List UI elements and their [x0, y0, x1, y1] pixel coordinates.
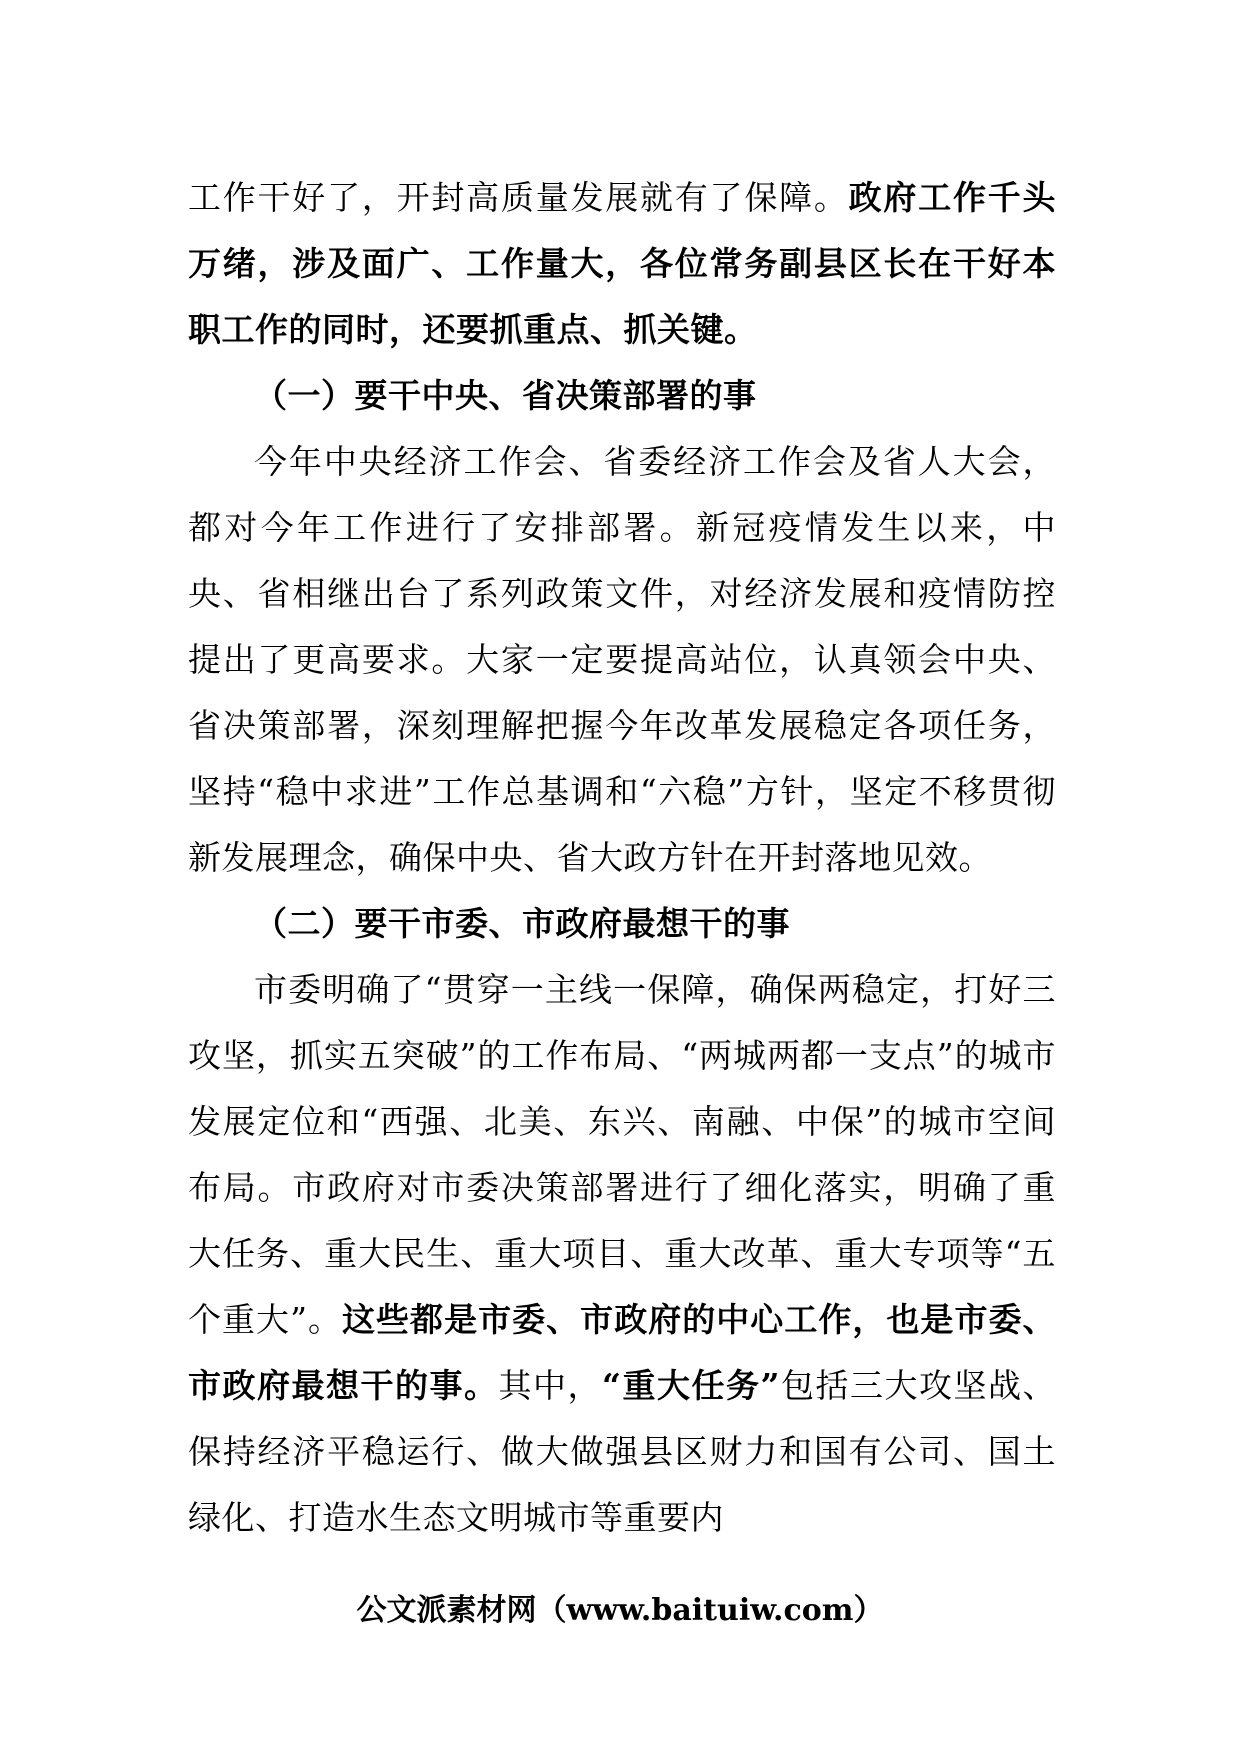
section-heading-1: （一）要干中央、省决策部署的事: [254, 376, 757, 415]
section-heading-2: （二）要干市委、市政府最想干的事: [254, 904, 790, 943]
paragraph-bold-text: “重大任务”: [602, 1366, 781, 1405]
paragraph-text: 其中，: [498, 1366, 603, 1405]
paragraph-central-deployment: 今年中央经济工作会、省委经济工作会及省人大会，都对今年工作进行了安排部署。新冠疫情发生以来，中央、省相继出台了系列政策文件，对经济发展和疫情防控提出了更高要求。大家一定要提高站位，认真领会中央、省决策部署，深刻理解把握今年改革发展稳定各项任务，坚持“稳中求进”工作总基调和“六稳”方针，坚定不移贯彻新发展理念，确保中央、省大政方针在开封落地见效。: [188, 442, 1056, 877]
paragraph-continued: [188, 165, 1056, 363]
paragraph-text: 市委明确了“贯穿一主线一保障，确保两稳定，打好三攻坚，抓实五突破”的工作布局、“两城两都一支点”的城市发展定位和“西强、北美、东兴、南融、中保”的城市空间布局。市政府对市委决策部署进行了细化落实，明确了重大任务、重大民生、重大项目、重大改革、重大专项等“五个重大”。: [188, 970, 1056, 1339]
paragraph-text: 包括三大攻坚战、保持经济平稳运行、做大做强县区财力和国有公司、国土绿化、打造水生态文明城市等重要内: [188, 1366, 1057, 1537]
paragraph-text: 工作干好了，开封高质量发展就有了保障。: [188, 178, 849, 217]
paragraph-bold-text: 这些都是市委、市政府的中心工作，也是市委、市政府最想干的事。: [188, 1300, 1056, 1405]
document-body: [188, 165, 1056, 1551]
paragraph-bold-text: 政府工作千头万绪，涉及面广、工作量大，各位常务副县区长在干好本职工作的同时，还要抓重点、抓关键。: [188, 178, 1057, 349]
paragraph-municipal-work: [188, 957, 1056, 1551]
footer-watermark: 公文派素材网（www.baituiw.com）: [356, 1593, 884, 1628]
